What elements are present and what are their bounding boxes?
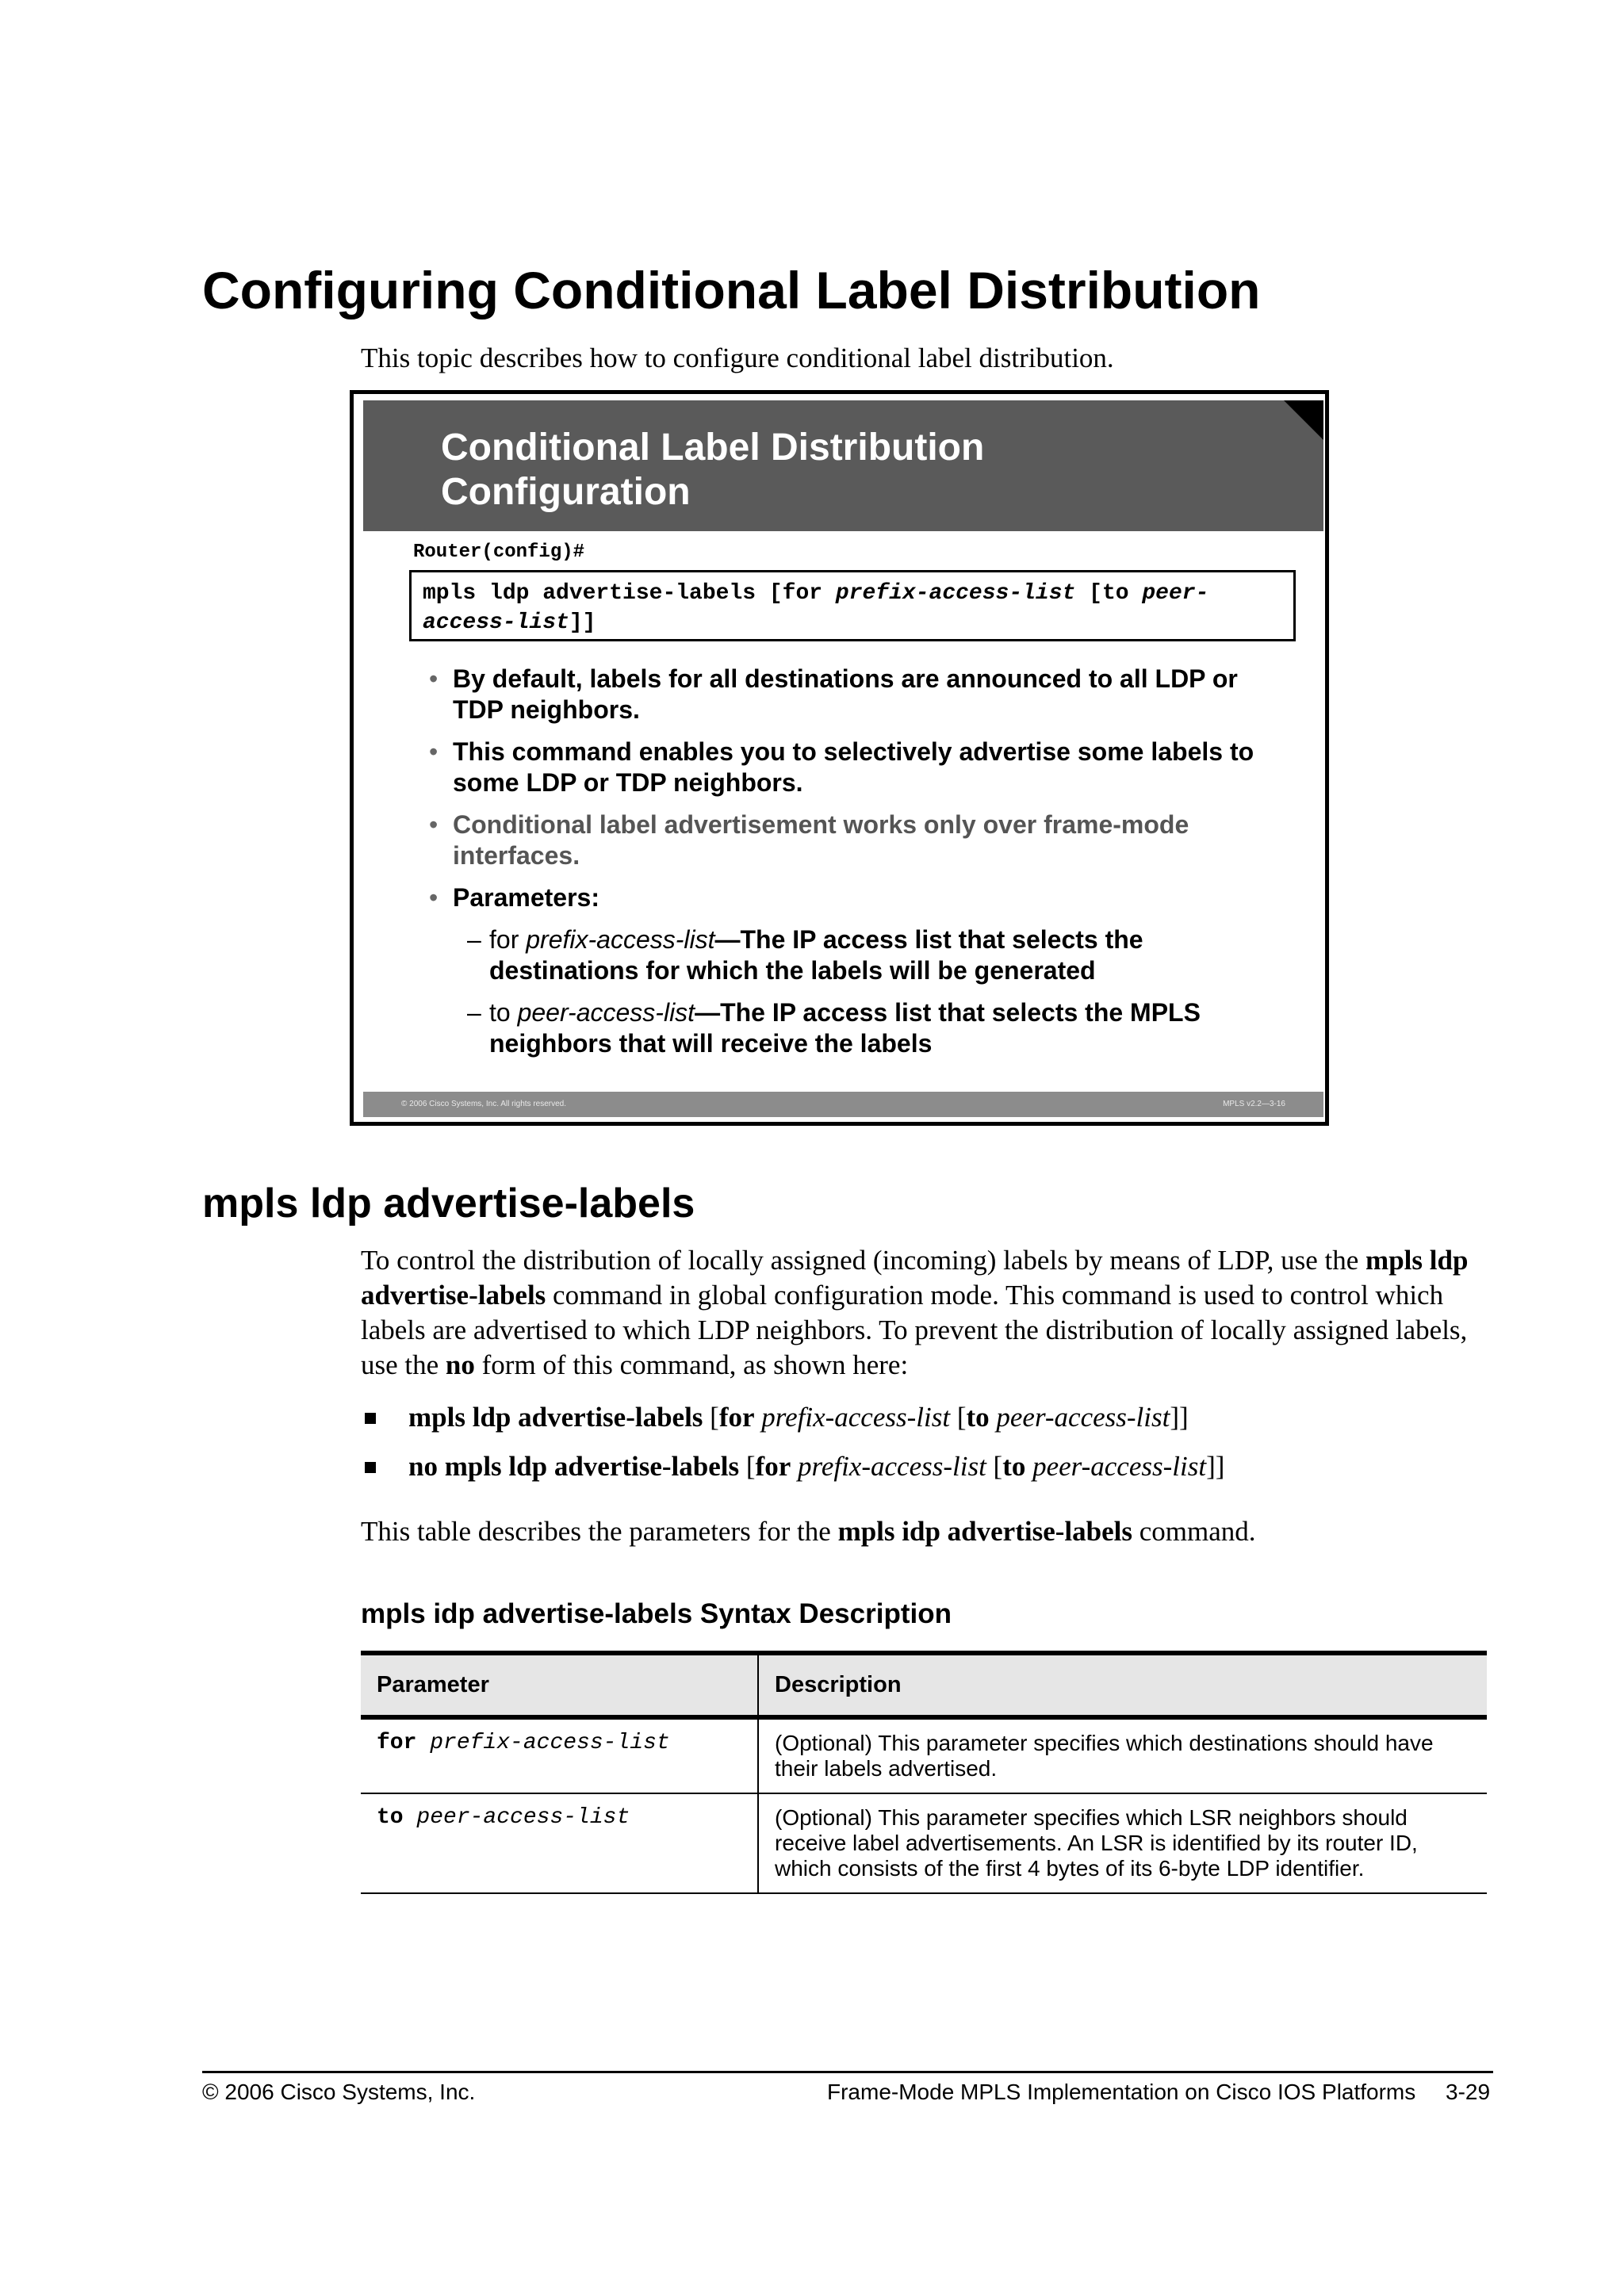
slide-footer [363, 1092, 1323, 1117]
para-text: This table describes the parameters for the [361, 1516, 838, 1547]
slide-bullet-text: Parameters: [453, 883, 599, 912]
syntax-bracket: [ [950, 1402, 967, 1433]
table-header-row [361, 1653, 1487, 1717]
para-command: mpls ldp advertise-labels [361, 1245, 1469, 1311]
para-keyword: no [445, 1349, 475, 1380]
syntax-command: mpls ldp advertise-labels [408, 1402, 703, 1433]
parameter-cell [361, 1793, 758, 1893]
slide-footer-copyright: © 2006 Cisco Systems, Inc. All rights reserved. [401, 1100, 567, 1108]
slide-bullet [429, 737, 1285, 798]
syntax-keyword: for [718, 1402, 755, 1433]
square-bullet-icon [365, 1413, 376, 1424]
bullet-dot: • [429, 737, 439, 766]
syntax-arg: prefix-access-list [754, 1402, 951, 1433]
param-arg: peer-access-list [403, 1805, 630, 1830]
sub-desc: —The IP access list that selects the destinations for which the labels will be generated [489, 925, 1143, 985]
slide-footer-id: MPLS v2.2—3-16 [1223, 1100, 1285, 1108]
para-command: mpls idp advertise-labels [837, 1516, 1132, 1547]
syntax-arg: peer-access-list [1025, 1451, 1207, 1482]
cmd-text: [to [1075, 581, 1143, 606]
para-text: form of this command, as shown here: [474, 1349, 909, 1380]
footer-book-title: Frame-Mode MPLS Implementation on Cisco IOS Platforms [827, 2080, 1416, 2104]
param-keyword: for [377, 1731, 417, 1755]
sub-arg: prefix-access-list [526, 925, 715, 954]
sub-keyword: to [489, 998, 518, 1027]
page-number: 3-29 [1446, 2080, 1491, 2104]
square-bullet-icon [365, 1462, 376, 1473]
syntax-bracket: ]] [1170, 1402, 1189, 1433]
body-paragraph [361, 1243, 1487, 1383]
para-text: To control the distribution of locally assigned (incoming) labels by means of LDP, use the [361, 1245, 1366, 1276]
syntax-line [408, 1402, 1189, 1433]
section-heading: mpls ldp advertise-labels [202, 1181, 695, 1226]
table-header-cell: Parameter [361, 1653, 758, 1717]
parameter-cell [361, 1717, 758, 1793]
slide-sub-bullet [429, 924, 1285, 986]
command-syntax-box [409, 570, 1296, 641]
slide-bullet-text: Conditional label advertisement works only over frame-mode interfaces. [453, 810, 1189, 870]
cmd-arg: prefix-access-list [835, 581, 1076, 606]
router-prompt: Router(config)# [413, 541, 585, 563]
table-row [361, 1793, 1487, 1893]
table-title: mpls idp advertise-labels Syntax Description [361, 1598, 952, 1629]
para-text: command. [1132, 1516, 1256, 1547]
slide-bullet-list [429, 664, 1285, 1070]
syntax-description-table [361, 1651, 1487, 1894]
intro-text: This topic describes how to configure conditional label distribution. [361, 342, 1114, 373]
syntax-bracket: [ [739, 1451, 756, 1482]
sub-desc: —The IP access list that selects the MPLS neighbors that will receive the labels [489, 998, 1201, 1058]
cmd-text: mpls ldp advertise-labels [for [423, 581, 836, 606]
param-keyword: to [377, 1805, 404, 1830]
footer-divider [202, 2071, 1493, 2073]
cmd-arg: peer- [1142, 581, 1209, 606]
syntax-command: no mpls ldp advertise-labels [408, 1451, 740, 1482]
slide-title-line-2: Configuration [441, 471, 691, 513]
slide-bullet [429, 809, 1285, 871]
slide-bullet-text: This command enables you to selectively advertise some labels to some LDP or TDP neighbors. [453, 737, 1254, 797]
sub-keyword: for [489, 925, 527, 954]
para-text: command in global configuration mode. This command is used to control which labels are advertised to which LDP neighbors. To prevent the distribution of locally assigned labels, use the [361, 1280, 1468, 1380]
syntax-keyword: for [755, 1451, 791, 1482]
slide-title [441, 426, 984, 515]
slide-bullet-text: By default, labels for all destinations are announced to all LDP or TDP neighbors. [453, 664, 1238, 724]
slide-title-line-1: Conditional Label Distribution [441, 427, 985, 469]
description-cell: (Optional) This parameter specifies which LSR neighbors should receive label advertisements. An LSR is identified by its router ID, which consists of the first 4 bytes of its 6-byte LDP identifier. [758, 1793, 1487, 1893]
syntax-bracket: [ [986, 1451, 1003, 1482]
slide-header [363, 400, 1323, 531]
slide-sub-bullet [429, 997, 1285, 1059]
sub-bullet-dash: – [467, 925, 481, 954]
syntax-keyword: to [1002, 1451, 1026, 1482]
syntax-bracket: [ [703, 1402, 719, 1433]
description-cell: (Optional) This parameter specifies which destinations should have their labels advertised. [758, 1717, 1487, 1793]
table-header-cell: Description [758, 1653, 1487, 1717]
sub-bullet-dash: – [467, 998, 481, 1027]
bullet-dot: • [429, 810, 439, 839]
slide-figure [350, 390, 1329, 1126]
bullet-dot: • [429, 664, 439, 693]
cmd-arg: access-list [423, 610, 569, 635]
syntax-bracket: ]] [1206, 1451, 1225, 1482]
page-title: Configuring Conditional Label Distribution [202, 261, 1261, 320]
slide-bullet [429, 882, 1285, 913]
syntax-keyword: to [966, 1402, 990, 1433]
sub-arg: peer-access-list [517, 998, 695, 1027]
table-row [361, 1717, 1487, 1793]
syntax-arg: prefix-access-list [791, 1451, 986, 1482]
slide-corner-mark [1284, 400, 1323, 440]
cmd-text: ]] [569, 610, 596, 635]
syntax-line [408, 1451, 1224, 1483]
bullet-dot: • [429, 883, 439, 912]
table-intro-paragraph [361, 1516, 1256, 1548]
param-arg: prefix-access-list [416, 1731, 670, 1755]
footer-copyright: © 2006 Cisco Systems, Inc. [202, 2080, 476, 2104]
syntax-arg: peer-access-list [989, 1402, 1170, 1433]
slide-bullet [429, 664, 1285, 725]
